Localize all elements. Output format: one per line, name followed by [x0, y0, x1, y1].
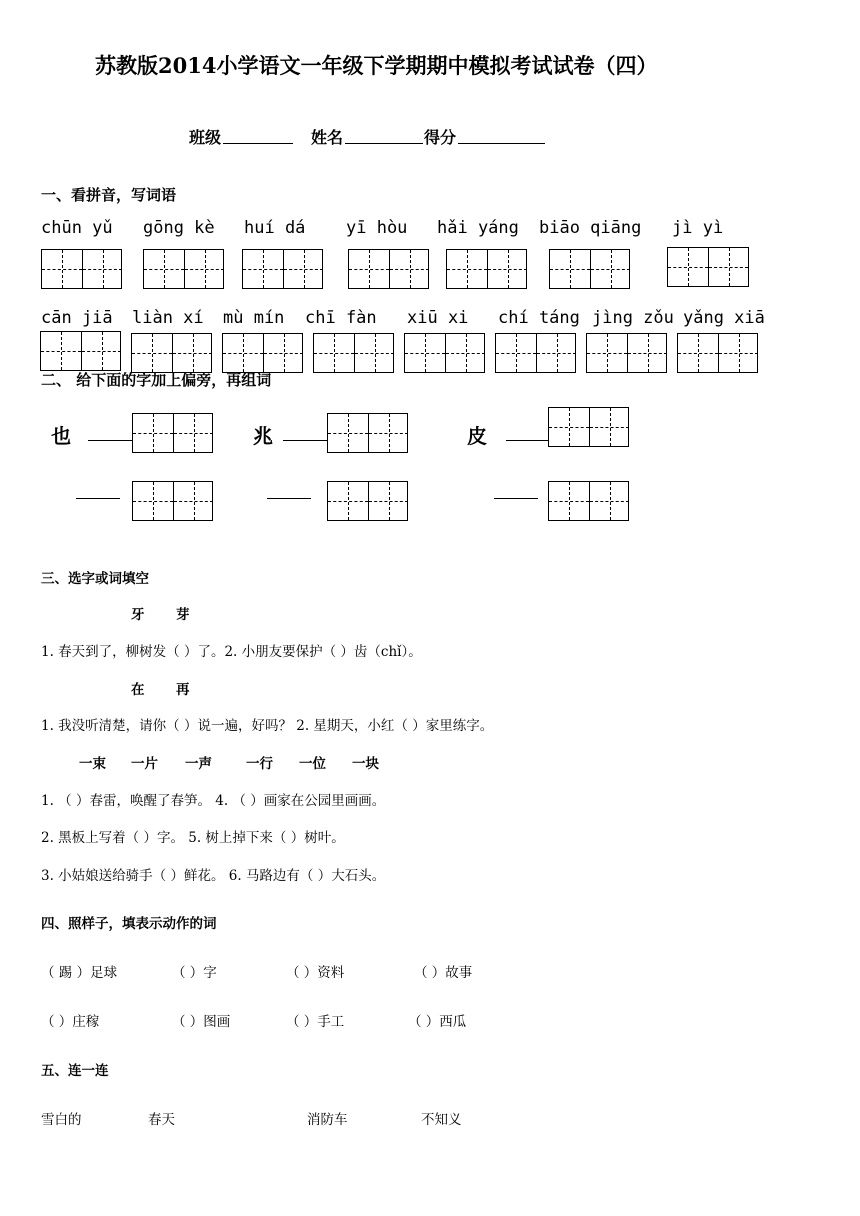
score-blank[interactable]	[458, 143, 545, 144]
match-item[interactable]: 消防车	[307, 1112, 348, 1128]
page-title: 苏教版2014小学语文一年级下学期期中模拟考试试卷（四）	[95, 53, 658, 78]
writing-grid[interactable]	[327, 413, 408, 453]
radical-char: 也	[51, 424, 71, 448]
pinyin: liàn xí	[132, 308, 204, 328]
option-word: 牙	[131, 607, 145, 623]
answer-blank[interactable]	[506, 440, 548, 441]
match-item[interactable]: 雪白的	[41, 1112, 82, 1128]
writing-grid[interactable]	[132, 413, 213, 453]
writing-grid[interactable]	[40, 331, 121, 371]
option-word: 在	[131, 682, 145, 698]
verb-item: （ 踢 ）足球	[41, 965, 118, 981]
match-item[interactable]: 不知义	[421, 1112, 462, 1128]
pinyin: jìng zǒu	[592, 308, 674, 328]
radical-char: 皮	[467, 424, 487, 448]
section-2-heading: 二、 给下面的字加上偏旁，再组词	[41, 371, 272, 389]
pinyin: xiū xi	[407, 308, 469, 328]
writing-grid[interactable]	[446, 249, 527, 289]
writing-grid[interactable]	[143, 249, 224, 289]
pinyin: chī fàn	[305, 308, 377, 328]
writing-grid[interactable]	[495, 333, 576, 373]
writing-grid[interactable]	[549, 249, 630, 289]
question-line: 1. （ ）春雷，唤醒了春笋。 4. （ ）画家在公园里画画。	[41, 793, 386, 809]
section-5-heading: 五、连一连	[41, 1063, 109, 1079]
option-word: 一束	[79, 756, 106, 772]
writing-grid[interactable]	[327, 481, 408, 521]
pinyin: yī hòu	[346, 218, 408, 238]
answer-blank[interactable]	[267, 498, 311, 499]
class-label: 班级	[189, 128, 222, 147]
pinyin: gōng kè	[143, 218, 215, 238]
answer-blank[interactable]	[494, 498, 538, 499]
class-blank[interactable]	[223, 143, 293, 144]
writing-grid[interactable]	[548, 481, 629, 521]
answer-blank[interactable]	[88, 440, 132, 441]
match-item[interactable]: 春天	[148, 1112, 175, 1128]
verb-item: （ ）图画	[172, 1014, 231, 1030]
name-label: 姓名	[311, 128, 344, 147]
option-word: 一行	[246, 756, 273, 772]
pinyin: jì yì	[672, 218, 724, 238]
pinyin: chí táng	[498, 308, 580, 328]
verb-item: （ ）西瓜	[408, 1014, 467, 1030]
section-4-heading: 四、照样子，填表示动作的词	[41, 916, 217, 932]
writing-grid[interactable]	[586, 333, 667, 373]
writing-grid[interactable]	[348, 249, 429, 289]
verb-item: （ ）资料	[286, 965, 345, 981]
writing-grid[interactable]	[242, 249, 323, 289]
writing-grid[interactable]	[41, 249, 122, 289]
writing-grid[interactable]	[677, 333, 758, 373]
writing-grid[interactable]	[132, 481, 213, 521]
option-word: 一声	[185, 756, 212, 772]
option-word: 再	[176, 682, 190, 698]
option-word: 一位	[299, 756, 326, 772]
name-blank[interactable]	[345, 143, 423, 144]
writing-grid[interactable]	[131, 333, 212, 373]
section-3-heading: 三、选字或词填空	[41, 571, 149, 587]
pinyin: hǎi yáng	[437, 218, 519, 238]
option-word: 芽	[176, 607, 190, 623]
option-word: 一块	[352, 756, 379, 772]
question-line: 2. 黑板上写着（ ）字。 5. 树上掉下来（ ）树叶。	[41, 830, 345, 846]
question-line: 1. 我没听清楚，请你（ ）说一遍，好吗？ 2. 星期天，小红（ ）家里练字。	[41, 718, 494, 734]
pinyin: yǎng xiā	[683, 308, 765, 328]
question-line: 3. 小姑娘送给骑手（ ）鲜花。 6. 马路边有（ ）大石头。	[41, 868, 386, 884]
radical-char: 兆	[253, 424, 273, 448]
verb-item: （ ）故事	[414, 965, 473, 981]
section-1-heading: 一、看拼音，写词语	[41, 186, 177, 204]
pinyin: biāo qiāng	[539, 218, 642, 238]
pinyin: cān jiā	[41, 308, 113, 328]
writing-grid[interactable]	[667, 247, 749, 287]
verb-item: （ ）庄稼	[41, 1014, 100, 1030]
verb-item: （ ）字	[172, 965, 217, 981]
question-line: 1. 春天到了，柳树发（ ）了。2. 小朋友要保护（ ）齿（chǐ）。	[41, 644, 422, 660]
pinyin: huí dá	[244, 218, 306, 238]
verb-item: （ ）手工	[286, 1014, 345, 1030]
answer-blank[interactable]	[76, 498, 120, 499]
option-word: 一片	[131, 756, 158, 772]
score-label: 得分	[424, 128, 457, 147]
pinyin: mù mín	[223, 308, 285, 328]
writing-grid[interactable]	[313, 333, 394, 373]
answer-blank[interactable]	[283, 440, 327, 441]
writing-grid[interactable]	[222, 333, 303, 373]
writing-grid[interactable]	[548, 407, 629, 447]
pinyin: chūn yǔ	[41, 218, 113, 238]
writing-grid[interactable]	[404, 333, 485, 373]
